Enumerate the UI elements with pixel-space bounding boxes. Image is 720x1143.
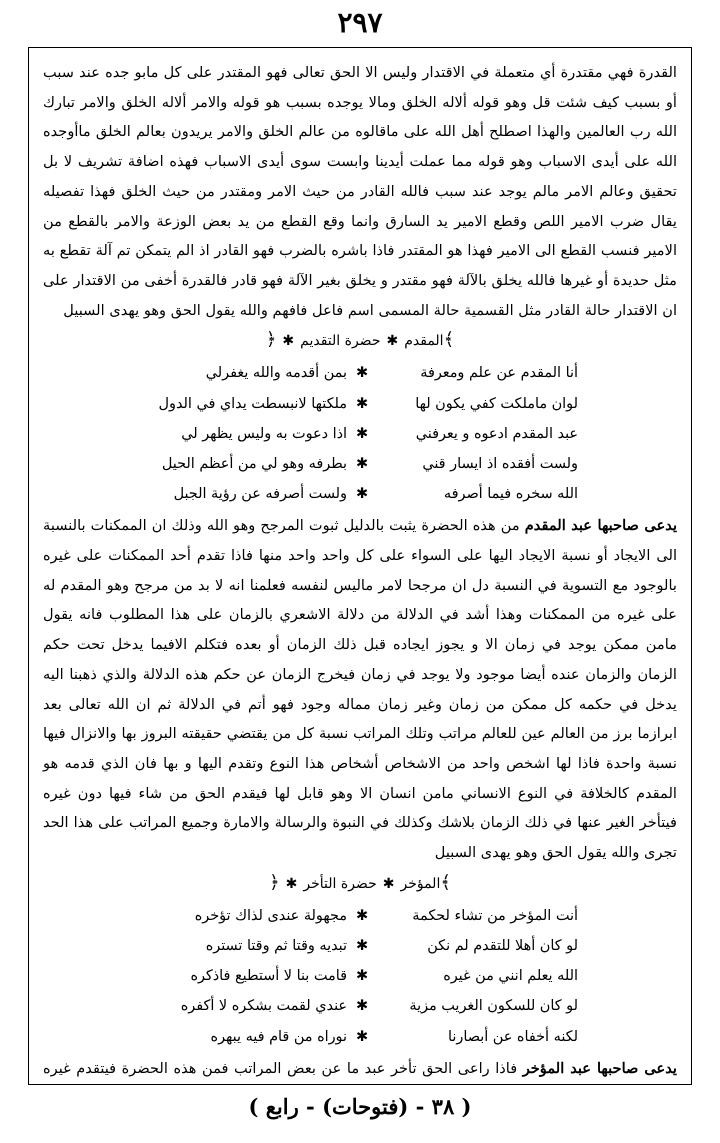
verse-first-hemistich: لوان ماملكت كفي يكون لها xyxy=(415,395,578,412)
star-icon: ✱ xyxy=(355,455,369,472)
heading-presence: حضرة التأخر xyxy=(303,875,377,892)
star-icon: ✱ xyxy=(355,998,369,1015)
verse-second-hemistich: قامت بنا لا أستطيع فاذكره xyxy=(190,968,347,985)
paragraph-3 xyxy=(43,1054,677,1085)
heading-name: المقدم xyxy=(404,333,444,350)
poem-verse xyxy=(43,389,677,419)
paragraph-1: القدرة فهي مقتدرة أي متعملة في الاقتدار وليس الا الحق تعالى فهو المقتدر على كل مابو جده عند سبب أو بسبب كيف شئت قل وهو قوله ألاله الخلق ومالا يوجده بسبب هو قوله والامر ألاله الخلق والامر تبارك الله رب العالمين والهذا اصطلح أهل الله على ماقالوه من عالم الخلق والامر يريدون بعالم الخلق ماأوجده الله على أيدى الاسباب وهو قوله مما عملت أيدينا وابست سوى أيدى الاسباب فهذه اضافة تشريف لا بل تحقيق وعالم الامر مالم يوجد عند سبب فالله القادر من حيث الامر ومقتدر من حيث الخلق فهذا تفصيله يقال ضرب الامير اللص وقطع الامير يد السارق وانما وقع القطع من يد بعض الوزعة والامر بالقطع من الامير فنسب القطع الى الامير فهذا هو المقتدر فاذا باشره بالضرب فهو القادر اذ الم يتمكن تم آلة تقطع به مثل حديدة أو غيرها فالله يخلق بالآلة فهو مقتدر و يخلق بغير الآلة فهو قادر فالقدرة أخفى من الاقتدار على ان الاقتدار حالة القادر مثل القسمية حالة المسمى اسم فاعل فافهم والله يقول الحق وهو يهدى السبيل xyxy=(43,64,677,319)
verse-second-hemistich: نوراه من قام فيه يبهره xyxy=(210,1028,347,1045)
star-icon: ✱ xyxy=(382,875,395,892)
star-icon: ✱ xyxy=(355,1028,369,1045)
verse-second-hemistich: ملكتها لانبسطت يداي في الدول xyxy=(158,395,347,412)
verse-second-hemistich: بمن أقدمه والله يغفرلي xyxy=(205,365,347,382)
verse-second-hemistich: ولست أصرفه عن رؤية الجبل xyxy=(173,486,347,503)
star-icon: ✱ xyxy=(355,937,369,954)
poem-takhir xyxy=(43,901,677,1052)
verse-second-hemistich: بطرفه وهو لي من أعظم الحيل xyxy=(161,455,347,472)
section-heading-takhir: ﴾المؤخر✱حضرة التأخر✱﴿ xyxy=(269,871,451,893)
star-icon: ✱ xyxy=(285,875,298,892)
page-frame xyxy=(28,47,692,1085)
verse-first-hemistich: أنا المقدم عن علم ومعرفة xyxy=(420,365,578,382)
poem-verse xyxy=(43,449,677,479)
verse-second-hemistich: عندي لقمت بشكره لا أكفره xyxy=(180,998,347,1015)
poem-verse xyxy=(43,479,677,509)
poem-verse xyxy=(43,901,677,931)
paragraph-2 xyxy=(43,511,677,867)
paragraph-body: من هذه الحضرة يثبت بالدليل ثبوت المرجح وهو الله وذلك ان الممكنات بالنسبة الى الايجاد أو نسبة الايجاد اليها على السواء على كل واحد واحد منها فاذا تقدم أحد الممكنات على غيره بالوجود مع التسوية في النسبة دل ان مرجحا لامر ماليس لنفسه فعلمنا انه لا بد من مرجح وهو المقدم له على غيره من الممكنات وهذا أشد في الدلالة من دلالة الاشعري بالزمان على هذا المطلوب فانه يقول مامن ممكن يوجد في زمان الا و يجوز ايجاده قبل ذلك الزمان أو بعده فتكلم الافيما يدخل تحت حكم الزمان والزمان عنده أيضا موجود ولا يوجد في زمان فيخرج الزمان عن حكم هذه الدلالة والذي ذهبنا اليه يدخل في حكمه كل ممكن من زمان وغير زمان مماله وجود فهو أتم في الدلالة ثم ان الله تعالى بعد ابرازما برز من العالم عين للعالم مراتب وتلك المراتب نسبة كل من يقتضي حقيقته البروز بها والانزال فيها نسبة واحدة فاذا لها اشخص واحد من الاشخاص أشخاص هذا النوع وتقدم اليها و بها فان الذي قدمه هو المقدم كالخلافة في النوع الانساني مامن انسان الا وهو قابل لها فيقدم الحق من شاء فيها دون غيره فيتأخر الغير عنها في ذلك الزمان بلاشك وكذلك في النبوة والرسالة والامارة وجميع المراتب على هذا الحد تجرى والله يقول الحق وهو يهدى السبيل xyxy=(43,517,678,862)
verse-first-hemistich: لكنه أخفاه عن أبصارنا xyxy=(448,1028,578,1045)
star-icon: ✱ xyxy=(355,907,369,924)
verse-first-hemistich: ولست أفقده اذ ايسار قني xyxy=(422,455,578,472)
star-icon: ✱ xyxy=(386,333,399,350)
poem-taqdim xyxy=(43,358,677,509)
poem-verse xyxy=(43,931,677,961)
verse-first-hemistich: لو كان للسكون الغريب مزية xyxy=(409,998,578,1015)
paragraph-lead: يدعى صاحبها عبد المقدم xyxy=(524,517,678,535)
star-icon: ✱ xyxy=(355,425,369,442)
verse-first-hemistich: الله سخره فيما أصرفه xyxy=(443,486,578,503)
star-icon: ✱ xyxy=(282,333,295,350)
star-icon: ✱ xyxy=(355,395,369,412)
page-footer-signature: ( ٣٨ - (فتوحات) - رابع ) xyxy=(248,1094,472,1119)
verse-first-hemistich: عبد المقدم ادعوه و يعرفني xyxy=(415,425,578,442)
page-number: ٢٩٧ xyxy=(337,6,383,39)
poem-verse xyxy=(43,991,677,1021)
heading-presence: حضرة التقديم xyxy=(300,333,381,350)
star-icon: ✱ xyxy=(355,365,369,382)
verse-second-hemistich: اذا دعوت به وليس يظهر لي xyxy=(181,425,347,442)
poem-verse xyxy=(43,419,677,449)
verse-second-hemistich: مجهولة عندى لذاك تؤخره xyxy=(194,907,347,924)
verse-second-hemistich: تبديه وقتا ثم وقتا تستره xyxy=(205,937,347,954)
paragraph-body: فاذا راعى الحق تأخر عبد ما عن بعض المراتب فمن هذه الحضرة فيتقدم غيره xyxy=(43,1059,518,1077)
verse-first-hemistich: لو كان أهلا للتقدم لم نكن xyxy=(427,937,578,954)
poem-verse xyxy=(43,961,677,991)
verse-first-hemistich: الله يعلم انني من غيره xyxy=(443,968,578,985)
star-icon: ✱ xyxy=(355,486,369,503)
heading-name: المؤخر xyxy=(400,875,441,892)
paragraph-lead: يدعى صاحبها عبد المؤخر xyxy=(522,1059,677,1077)
verse-first-hemistich: أنت المؤخر من تشاء لحكمة xyxy=(412,907,578,924)
poem-verse xyxy=(43,358,677,388)
section-heading-taqdim: ﴾المقدم✱حضرة التقديم✱﴿ xyxy=(265,329,455,351)
star-icon: ✱ xyxy=(355,968,369,985)
poem-verse xyxy=(43,1022,677,1052)
